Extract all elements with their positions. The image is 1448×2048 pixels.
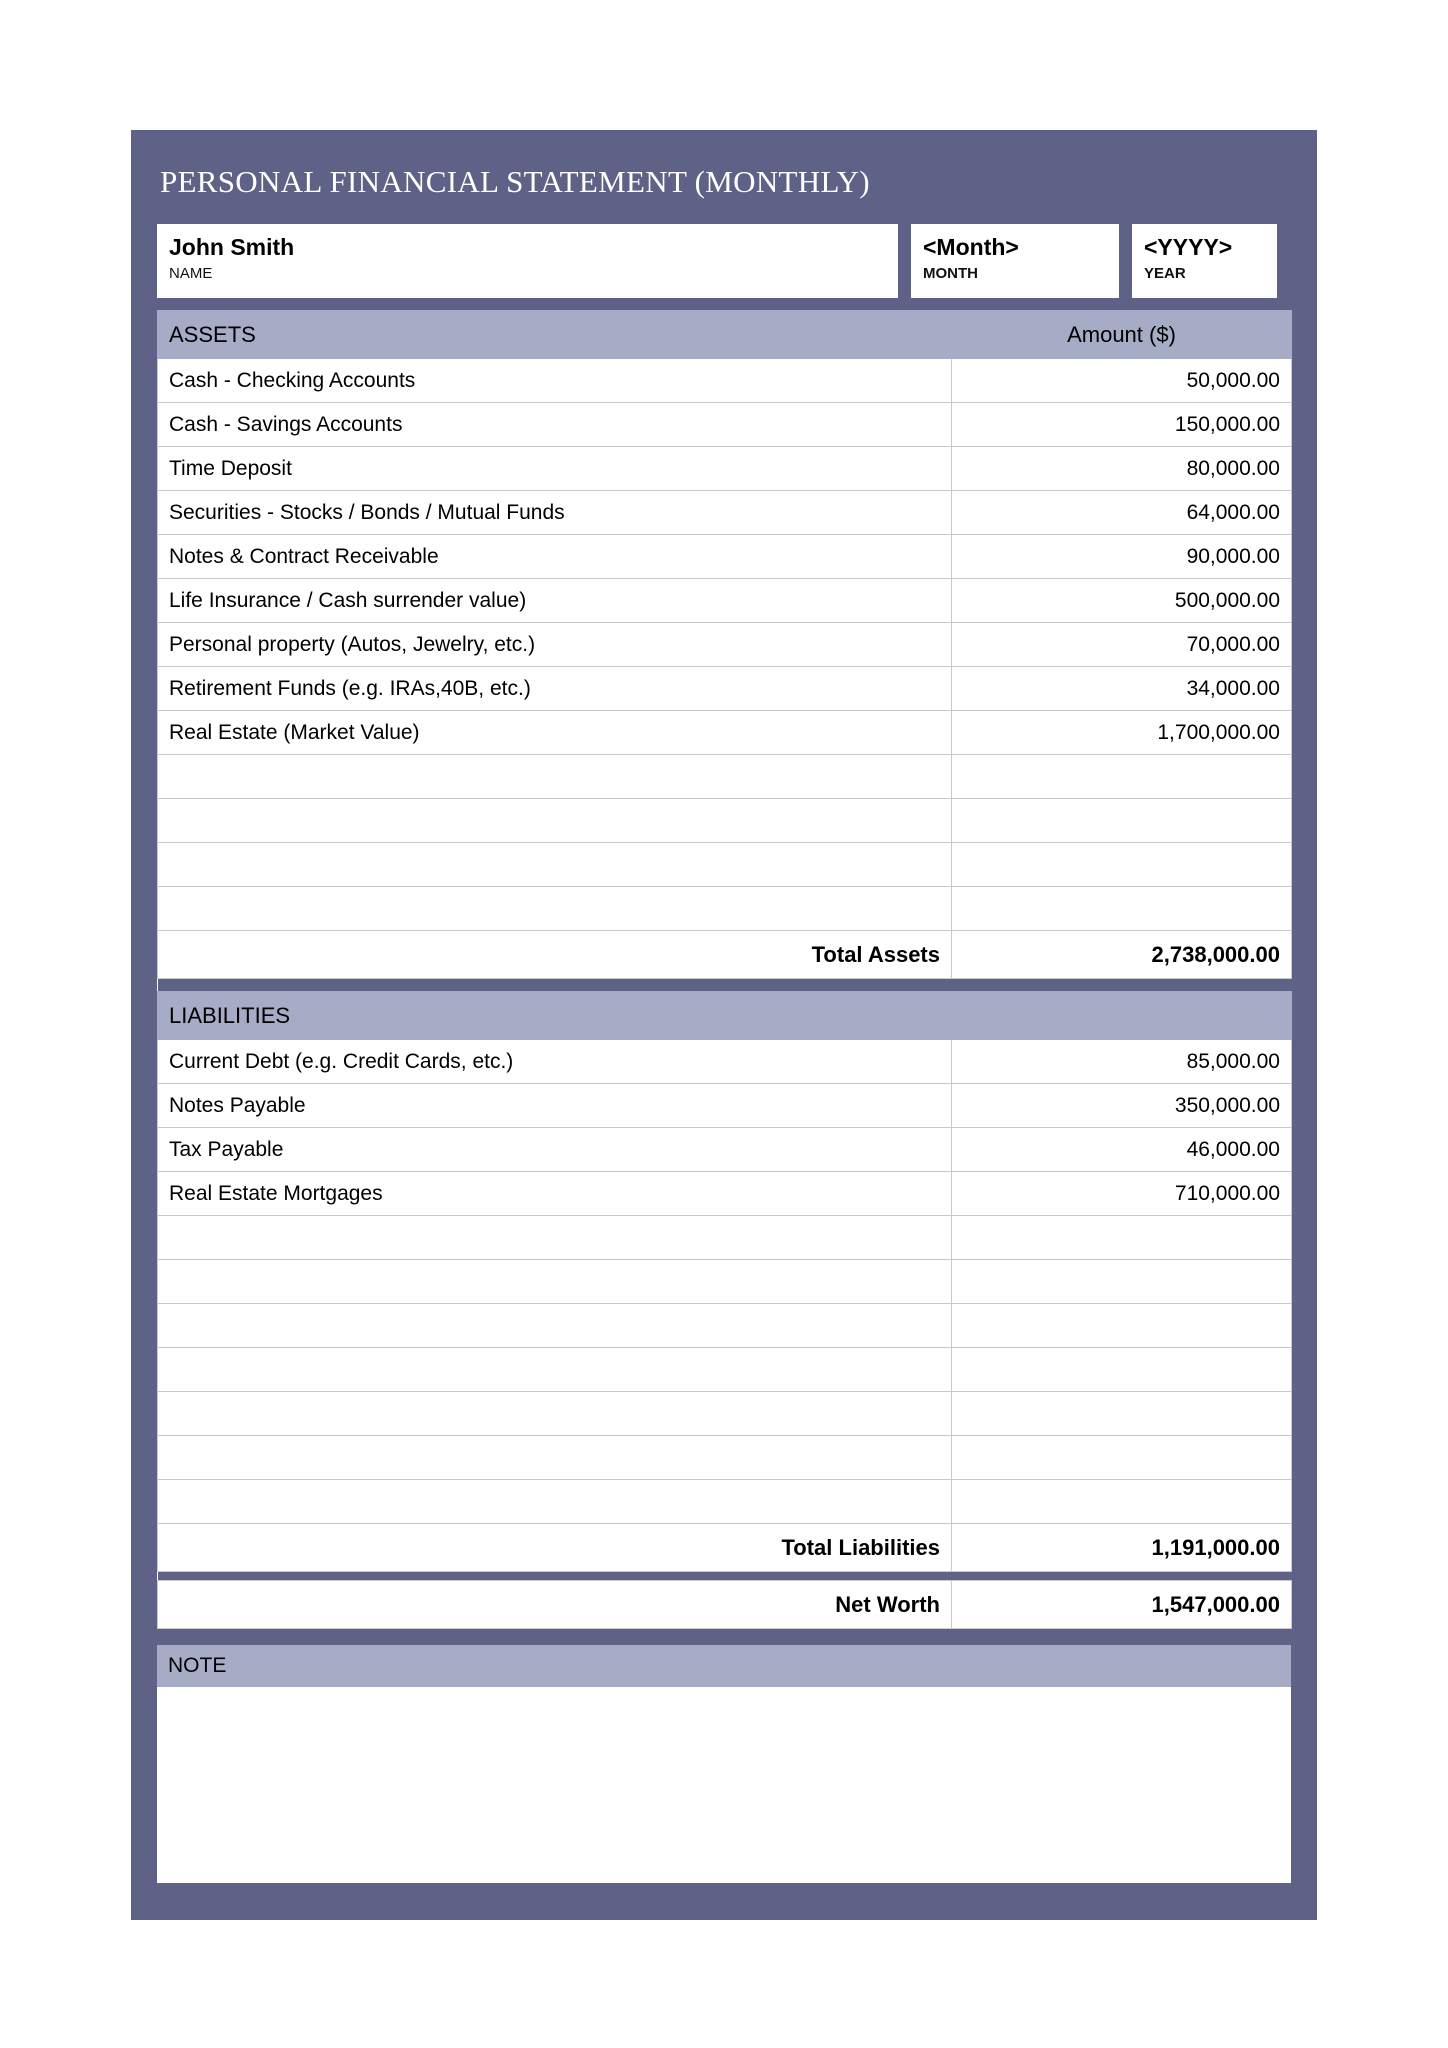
liability-row	[158, 1216, 1292, 1260]
asset-label[interactable]: Retirement Funds (e.g. IRAs,40B, etc.)	[158, 667, 952, 711]
asset-label[interactable]	[158, 887, 952, 931]
note-heading: NOTE	[157, 1645, 1291, 1687]
liability-label[interactable]: Tax Payable	[158, 1128, 952, 1172]
asset-label[interactable]	[158, 755, 952, 799]
liability-amount[interactable]: 85,000.00	[952, 1040, 1292, 1084]
asset-label[interactable]: Cash - Checking Accounts	[158, 359, 952, 403]
liability-row	[158, 1348, 1292, 1392]
asset-row	[158, 887, 1292, 931]
asset-row	[158, 711, 1292, 755]
asset-row	[158, 843, 1292, 887]
header-id-row	[157, 224, 1291, 298]
asset-label[interactable]: Cash - Savings Accounts	[158, 403, 952, 447]
year-value: <YYYY>	[1144, 234, 1233, 260]
liability-row	[158, 1480, 1292, 1524]
assets-rows	[158, 359, 1292, 931]
liability-amount[interactable]: 350,000.00	[952, 1084, 1292, 1128]
page-title: PERSONAL FINANCIAL STATEMENT (MONTHLY)	[160, 164, 870, 199]
year-label: YEAR	[1144, 265, 1186, 282]
liability-label[interactable]	[158, 1392, 952, 1436]
liability-amount[interactable]	[952, 1436, 1292, 1480]
liability-label[interactable]	[158, 1260, 952, 1304]
total-assets-amount: 2,738,000.00	[952, 931, 1292, 979]
assets-heading: ASSETS	[158, 311, 952, 359]
assets-amount-heading: Amount ($)	[952, 311, 1292, 359]
asset-label[interactable]: Real Estate (Market Value)	[158, 711, 952, 755]
asset-amount[interactable]	[952, 843, 1292, 887]
statement-frame	[131, 130, 1317, 1920]
asset-row	[158, 447, 1292, 491]
liability-row	[158, 1084, 1292, 1128]
liability-amount[interactable]	[952, 1216, 1292, 1260]
asset-label[interactable]: Personal property (Autos, Jewelry, etc.)	[158, 623, 952, 667]
liability-amount[interactable]	[952, 1260, 1292, 1304]
net-worth-label: Net Worth	[158, 1581, 952, 1629]
total-assets-label: Total Assets	[158, 931, 952, 979]
asset-amount[interactable]	[952, 755, 1292, 799]
asset-amount[interactable]: 90,000.00	[952, 535, 1292, 579]
total-assets-row	[158, 931, 1292, 979]
asset-row	[158, 535, 1292, 579]
liability-label[interactable]	[158, 1348, 952, 1392]
asset-amount[interactable]	[952, 799, 1292, 843]
asset-amount[interactable]: 70,000.00	[952, 623, 1292, 667]
total-liabilities-amount: 1,191,000.00	[952, 1524, 1292, 1572]
liability-row	[158, 1040, 1292, 1084]
liability-row	[158, 1304, 1292, 1348]
liability-row	[158, 1260, 1292, 1304]
separator-left	[158, 979, 952, 992]
year-field[interactable]	[1132, 224, 1277, 298]
liabilities-heading: LIABILITIES	[158, 992, 952, 1040]
name-field[interactable]	[157, 224, 898, 298]
asset-amount[interactable]: 50,000.00	[952, 359, 1292, 403]
financial-table	[157, 310, 1292, 1629]
liability-label[interactable]: Real Estate Mortgages	[158, 1172, 952, 1216]
asset-amount[interactable]: 80,000.00	[952, 447, 1292, 491]
net-worth-row	[158, 1581, 1292, 1629]
liability-label[interactable]	[158, 1304, 952, 1348]
separator2-left	[158, 1572, 952, 1581]
liability-amount[interactable]: 46,000.00	[952, 1128, 1292, 1172]
asset-row	[158, 579, 1292, 623]
liability-row	[158, 1436, 1292, 1480]
financial-table-wrap	[157, 310, 1291, 1629]
total-liabilities-label: Total Liabilities	[158, 1524, 952, 1572]
asset-label[interactable]: Notes & Contract Receivable	[158, 535, 952, 579]
liability-amount[interactable]	[952, 1392, 1292, 1436]
assets-section-header	[158, 311, 1292, 359]
liability-row	[158, 1128, 1292, 1172]
liability-label[interactable]	[158, 1480, 952, 1524]
financial-table-body	[158, 311, 1292, 359]
asset-amount[interactable]: 1,700,000.00	[952, 711, 1292, 755]
month-label: MONTH	[923, 265, 978, 282]
liability-label[interactable]: Notes Payable	[158, 1084, 952, 1128]
asset-amount[interactable]: 34,000.00	[952, 667, 1292, 711]
liabilities-rows	[158, 1040, 1292, 1524]
asset-amount[interactable]: 500,000.00	[952, 579, 1292, 623]
asset-row	[158, 667, 1292, 711]
networth-separator	[158, 1572, 1292, 1581]
asset-label[interactable]: Securities - Stocks / Bonds / Mutual Funds	[158, 491, 952, 535]
asset-label[interactable]	[158, 799, 952, 843]
month-value: <Month>	[923, 234, 1019, 260]
total-liabilities-row	[158, 1524, 1292, 1572]
liability-amount[interactable]	[952, 1304, 1292, 1348]
asset-label[interactable]: Life Insurance / Cash surrender value)	[158, 579, 952, 623]
liability-amount[interactable]	[952, 1348, 1292, 1392]
liabilities-section-header	[158, 992, 1292, 1040]
liability-label[interactable]	[158, 1216, 952, 1260]
name-value: John Smith	[169, 234, 295, 260]
note-body[interactable]	[157, 1687, 1291, 1883]
asset-amount[interactable]: 150,000.00	[952, 403, 1292, 447]
asset-row	[158, 623, 1292, 667]
month-field[interactable]	[911, 224, 1119, 298]
name-label: NAME	[169, 265, 213, 282]
asset-row	[158, 403, 1292, 447]
liability-row	[158, 1392, 1292, 1436]
assets-liabilities-separator	[158, 979, 1292, 992]
note-block	[157, 1645, 1291, 1883]
asset-label[interactable]	[158, 843, 952, 887]
asset-row	[158, 799, 1292, 843]
net-worth-amount: 1,547,000.00	[952, 1581, 1292, 1629]
asset-row	[158, 755, 1292, 799]
asset-amount[interactable]: 64,000.00	[952, 491, 1292, 535]
liability-label[interactable]	[158, 1436, 952, 1480]
asset-row	[158, 359, 1292, 403]
liability-row	[158, 1172, 1292, 1216]
asset-amount[interactable]	[952, 887, 1292, 931]
liabilities-amount-heading	[952, 992, 1292, 1040]
separator2-right	[952, 1572, 1292, 1581]
asset-label[interactable]: Time Deposit	[158, 447, 952, 491]
liability-amount[interactable]	[952, 1480, 1292, 1524]
asset-row	[158, 491, 1292, 535]
liability-amount[interactable]: 710,000.00	[952, 1172, 1292, 1216]
liability-label[interactable]: Current Debt (e.g. Credit Cards, etc.)	[158, 1040, 952, 1084]
separator-right	[952, 979, 1292, 992]
